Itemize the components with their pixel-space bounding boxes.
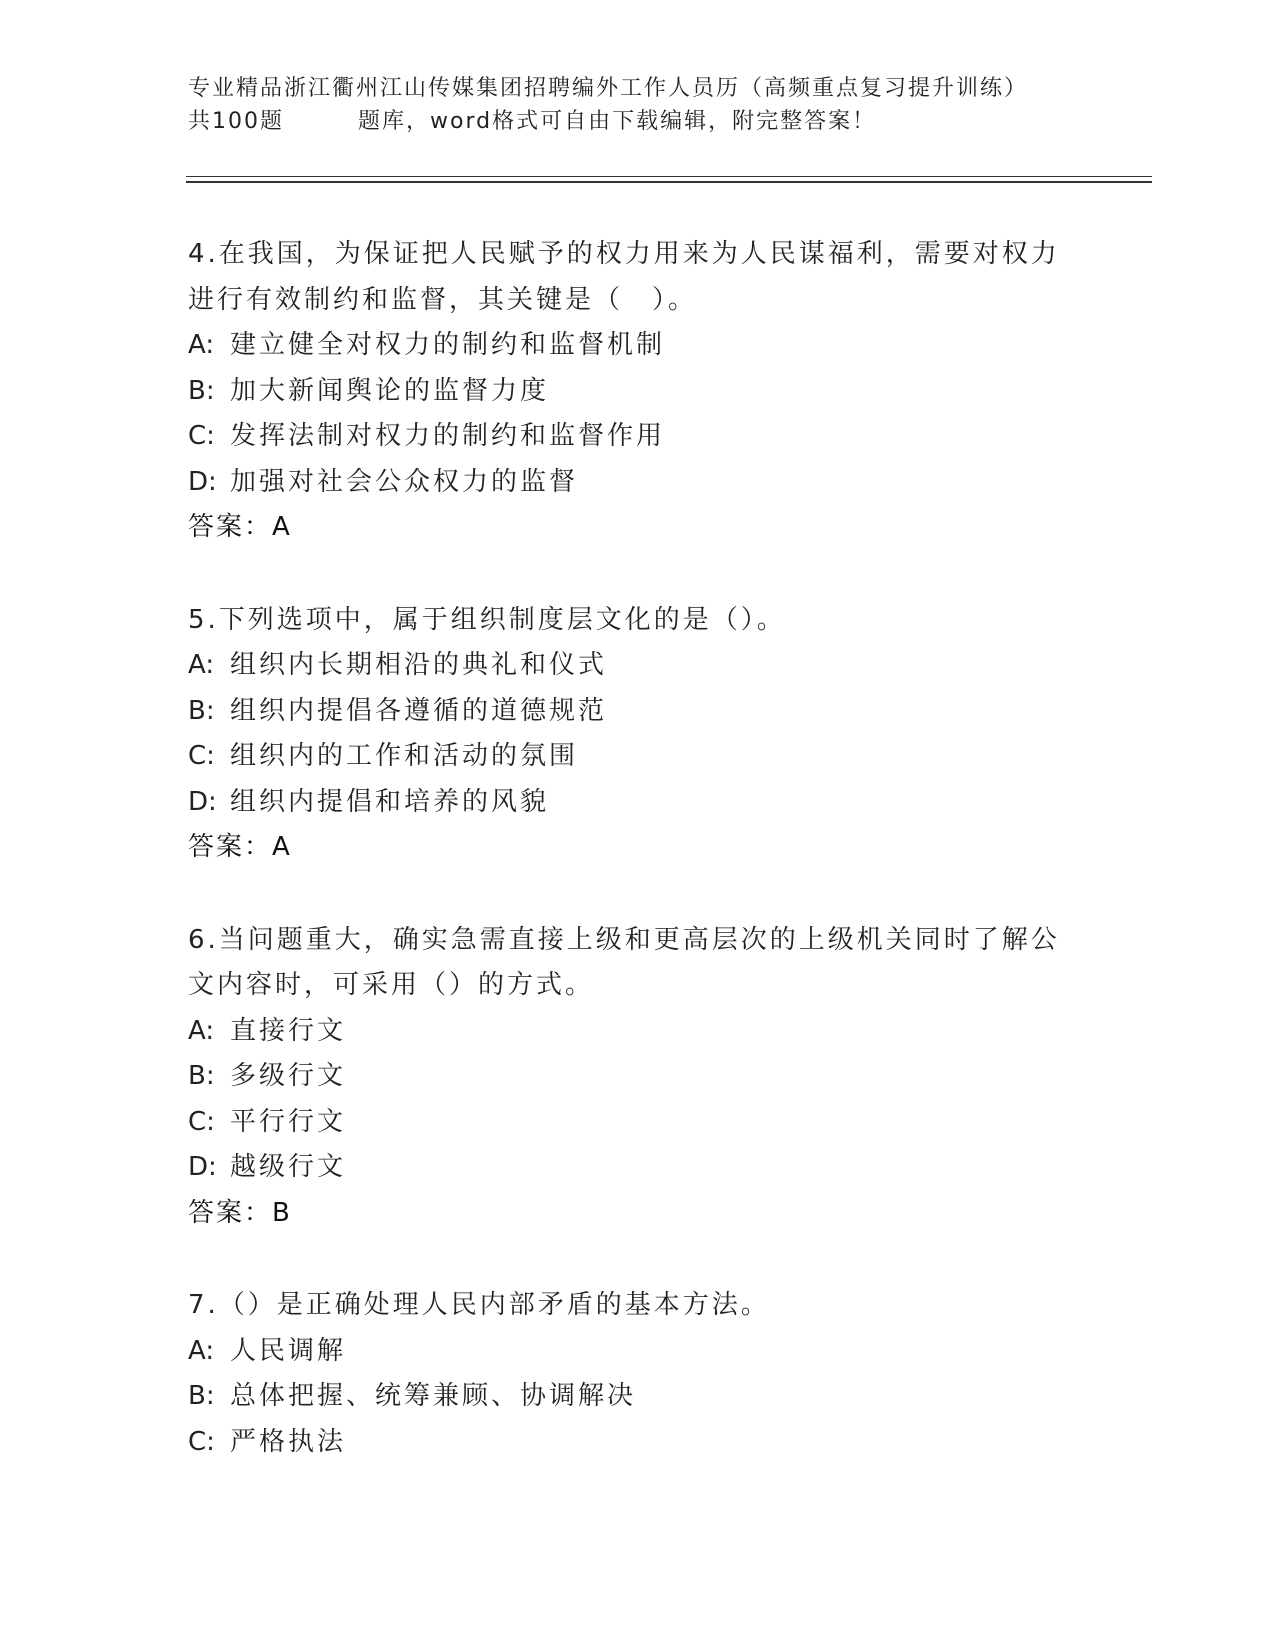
option-letter: C: (188, 741, 215, 771)
header-divider-thin (186, 176, 1152, 177)
option-text: 组织内的工作和活动的氛围 (230, 741, 579, 771)
question-stem: 4.在我国，为保证把人民赋予的权力用来为人民谋福利，需要对权力 (188, 239, 1060, 269)
option-letter: C: (188, 1106, 215, 1137)
answer-option (188, 1420, 1088, 1466)
header-subtitle-line (188, 105, 1088, 138)
answer-option (188, 1329, 1088, 1375)
answer-key: 答案：B (188, 1197, 292, 1228)
question-block (188, 1283, 1088, 1465)
option-text: 总体把握、统筹兼顾、协调解决 (230, 1381, 637, 1411)
header-title-line: 专业精品浙江衢州江山传媒集团招聘编外工作人员历（高频重点复习提升训练） (188, 76, 1029, 101)
option-text: 严格执法 (230, 1426, 347, 1457)
question-stem: 文内容时，可采用（）的方式。 (188, 970, 595, 1000)
question-block (188, 918, 1088, 1237)
answer-key: 答案：A (188, 512, 292, 542)
option-text: 多级行文 (230, 1061, 347, 1091)
answer-option (188, 1054, 1088, 1100)
answer-option (188, 780, 1088, 826)
answer-option (188, 460, 1088, 506)
option-text: 组织内提倡和培养的风貌 (230, 786, 550, 817)
option-letter: A: (188, 1335, 215, 1366)
document-header (188, 72, 1088, 138)
option-letter: D: (188, 1152, 217, 1182)
option-letter: A: (188, 330, 215, 360)
answer-option (188, 689, 1088, 735)
question-stem: 6.当问题重大，确实急需直接上级和更高层次的上级机关同时了解公 (188, 924, 1060, 955)
option-letter: B: (188, 1061, 215, 1091)
option-text: 发挥法制对权力的制约和监督作用 (230, 421, 666, 451)
answer-key: 答案：A (188, 832, 292, 862)
option-text: 平行行文 (230, 1106, 347, 1137)
answer-option (188, 1374, 1088, 1420)
option-letter: D: (188, 786, 217, 817)
answer-option (188, 1009, 1088, 1055)
option-letter: C: (188, 1426, 215, 1457)
header-divider-thick (186, 181, 1152, 183)
question-count: 共100题 (188, 109, 284, 134)
answer-option (188, 369, 1088, 415)
option-letter: A: (188, 650, 215, 680)
option-text: 建立健全对权力的制约和监督机制 (230, 330, 666, 360)
option-letter: B: (188, 1381, 215, 1411)
question-block (188, 598, 1088, 871)
option-letter: D: (188, 466, 217, 497)
option-text: 直接行文 (230, 1015, 347, 1046)
answer-option (188, 643, 1088, 689)
answer-option (188, 414, 1088, 460)
option-text: 加大新闻舆论的监督力度 (230, 375, 550, 406)
option-letter: B: (188, 695, 215, 726)
option-text: 人民调解 (230, 1335, 347, 1366)
answer-option (188, 734, 1088, 780)
option-text: 加强对社会公众权力的监督 (230, 466, 579, 497)
option-text: 越级行文 (230, 1152, 347, 1182)
header-note: 题库，word格式可自由下载编辑，附完整答案！ (358, 109, 877, 134)
answer-option (188, 1145, 1088, 1191)
option-text: 组织内长期相沿的典礼和仪式 (230, 650, 608, 680)
question-list (188, 232, 1088, 1512)
option-text: 组织内提倡各遵循的道德规范 (230, 695, 608, 726)
question-stem: 7.（）是正确处理人民内部矛盾的基本方法。 (188, 1290, 770, 1320)
question-block (188, 232, 1088, 551)
answer-option (188, 323, 1088, 369)
answer-option (188, 1100, 1088, 1146)
option-letter: C: (188, 421, 215, 451)
option-letter: A: (188, 1015, 215, 1046)
question-stem: 进行有效制约和监督，其关键是（ ）。 (188, 284, 698, 315)
question-stem: 5.下列选项中，属于组织制度层文化的是（）。 (188, 604, 786, 635)
option-letter: B: (188, 375, 215, 406)
